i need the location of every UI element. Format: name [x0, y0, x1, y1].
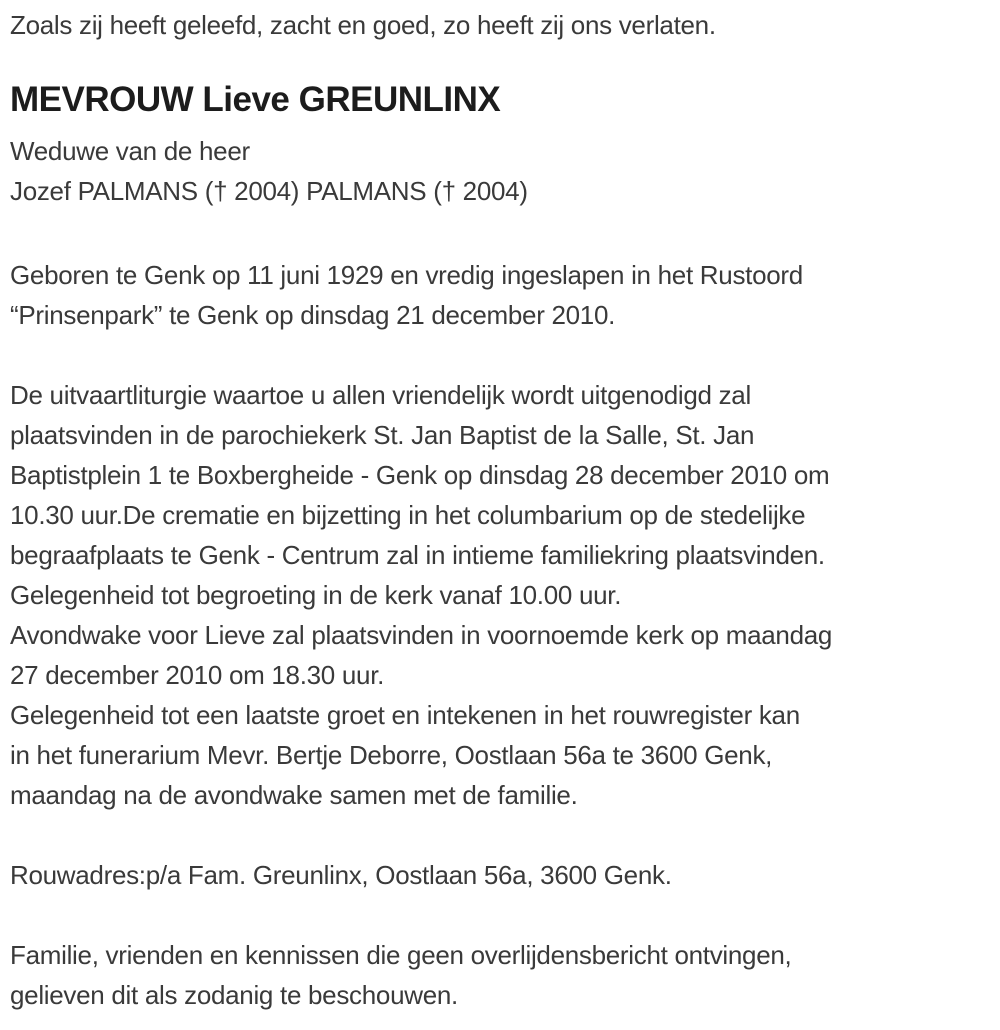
text-line: Weduwe van de heer: [10, 136, 250, 166]
deceased-name-title: MEVROUW Lieve GREUNLINX: [10, 80, 501, 119]
text-line: De uitvaartliturgie waartoe u allen vriendelijk wordt uitgenodigd zal: [10, 380, 751, 410]
text-line: Gelegenheid tot begroeting in de kerk vanaf 10.00 uur.: [10, 580, 622, 610]
text-line: Jozef PALMANS († 2004) PALMANS († 2004): [10, 176, 528, 206]
paragraph-closing: [10, 935, 990, 1015]
text-line: begraafplaats te Genk - Centrum zal in intieme familiekring plaatsvinden.: [10, 540, 825, 570]
text-line: Familie, vrienden en kennissen die geen overlijdensbericht ontvingen,: [10, 940, 792, 970]
text-line: plaatsvinden in de parochiekerk St. Jan Baptist de la Salle, St. Jan: [10, 420, 755, 450]
paragraph-birth-death: [10, 255, 990, 335]
relation-lines: [10, 131, 990, 211]
text-line: maandag na de avondwake samen met de familie.: [10, 780, 578, 810]
text-line: in het funerarium Mevr. Bertje Deborre, Oostlaan 56a te 3600 Genk,: [10, 740, 773, 770]
text-line: Gelegenheid tot een laatste groet en intekenen in het rouwregister kan: [10, 700, 800, 730]
epigraph-line: Zoals zij heeft geleefd, zacht en goed, zo heeft zij ons verlaten.: [10, 10, 716, 40]
text-line: Rouwadres:p/a Fam. Greunlinx, Oostlaan 56a, 3600 Genk.: [10, 860, 672, 890]
text-line: gelieven dit als zodanig te beschouwen.: [10, 980, 458, 1010]
paragraph-mourning-address: [10, 855, 990, 895]
paragraph-services: [10, 375, 990, 815]
text-line: “Prinsenpark” te Genk op dinsdag 21 december 2010.: [10, 300, 616, 330]
text-line: Baptistplein 1 te Boxbergheide - Genk op dinsdag 28 december 2010 om: [10, 460, 830, 490]
text-line: Avondwake voor Lieve zal plaatsvinden in voornoemde kerk op maandag: [10, 620, 833, 650]
text-line: 27 december 2010 om 18.30 uur.: [10, 660, 385, 690]
text-line: 10.30 uur.De crematie en bijzetting in het columbarium op de stedelijke: [10, 500, 806, 530]
text-line: Geboren te Genk op 11 juni 1929 en vredig ingeslapen in het Rustoord: [10, 260, 803, 290]
